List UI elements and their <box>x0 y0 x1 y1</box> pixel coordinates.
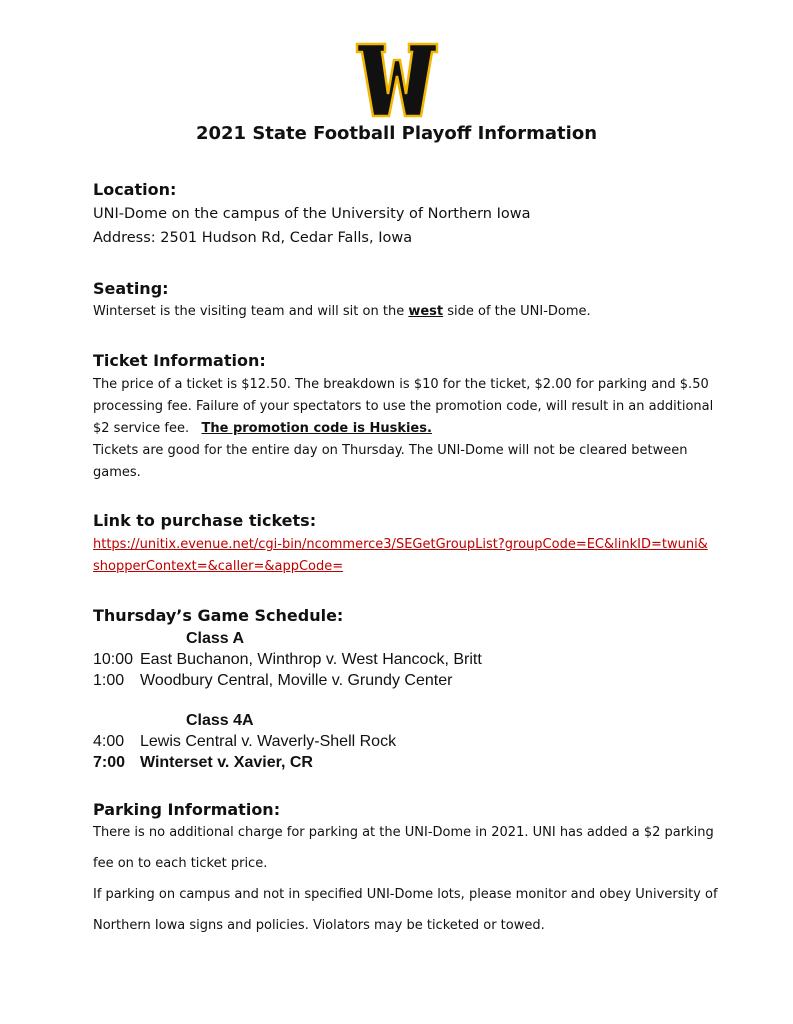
seating-heading: Seating: <box>93 279 169 298</box>
game-time-highlight: 7:00 <box>93 754 126 771</box>
class-4a-label: Class 4A <box>186 712 254 729</box>
parking-line-4: Northern Iowa signs and policies. Violators may be ticketed or towed. <box>93 918 545 933</box>
ticket-line-5: games. <box>93 465 141 480</box>
seating-west-emphasis: west <box>408 304 444 319</box>
location-heading: Location: <box>93 180 177 199</box>
ticket-line-3 <box>93 421 432 436</box>
page-title: 2021 State Football Playoff Information <box>195 123 598 144</box>
parking-line-1: There is no additional charge for parking at the UNI-Dome in 2021. UNI has added a $2 parking <box>93 825 714 840</box>
ticket-line-3-prefix: $2 service fee. <box>93 421 202 436</box>
ticket-line-2: processing fee. Failure of your spectators to use the promotion code, will result in an additional <box>93 399 714 414</box>
schedule-heading: Thursday’s Game Schedule: <box>93 606 344 625</box>
parking-line-3: If parking on campus and not in specified UNI-Dome lots, please monitor and obey University of <box>93 887 718 902</box>
parking-line-2: fee on to each ticket price. <box>93 856 268 871</box>
class-a-label: Class A <box>186 630 245 647</box>
location-line-1: UNI-Dome on the campus of the University of Northern Iowa <box>93 206 531 222</box>
ticket-line-1: The price of a ticket is $12.50. The breakdown is $10 for the ticket, $2.00 for parking and $.50 <box>93 377 709 392</box>
game-time: 4:00 <box>93 733 125 750</box>
promotion-code: The promotion code is Huskies. <box>201 421 432 436</box>
location-address: Address: 2501 Hudson Rd, Cedar Falls, Iowa <box>93 230 413 246</box>
game-time: 1:00 <box>93 672 125 689</box>
school-w-logo <box>355 42 439 118</box>
purchase-link-line-1[interactable]: https://unitix.evenue.net/cgi-bin/ncommerce3/SEGetGroupList?groupCode=EC&linkID=twuni& <box>93 537 708 552</box>
purchase-link-line-2[interactable]: shopperContext=&caller=&appCode= <box>93 559 344 574</box>
game-matchup: East Buchanon, Winthrop v. West Hancock, Britt <box>140 651 482 668</box>
ticket-line-4: Tickets are good for the entire day on Thursday. The UNI-Dome will not be cleared between <box>93 443 688 458</box>
parking-heading: Parking Information: <box>93 800 281 819</box>
seating-text <box>93 304 591 319</box>
seating-text-after: side of the UNI-Dome. <box>443 304 591 319</box>
seating-text-before: Winterset is the visiting team and will sit on the <box>93 304 409 319</box>
game-matchup: Woodbury Central, Moville v. Grundy Center <box>140 672 453 689</box>
ticket-info-heading: Ticket Information: <box>93 351 266 370</box>
game-time: 10:00 <box>93 651 134 668</box>
game-matchup-highlight: Winterset v. Xavier, CR <box>140 754 313 771</box>
purchase-heading: Link to purchase tickets: <box>93 511 317 530</box>
game-matchup: Lewis Central v. Waverly-Shell Rock <box>140 733 397 750</box>
